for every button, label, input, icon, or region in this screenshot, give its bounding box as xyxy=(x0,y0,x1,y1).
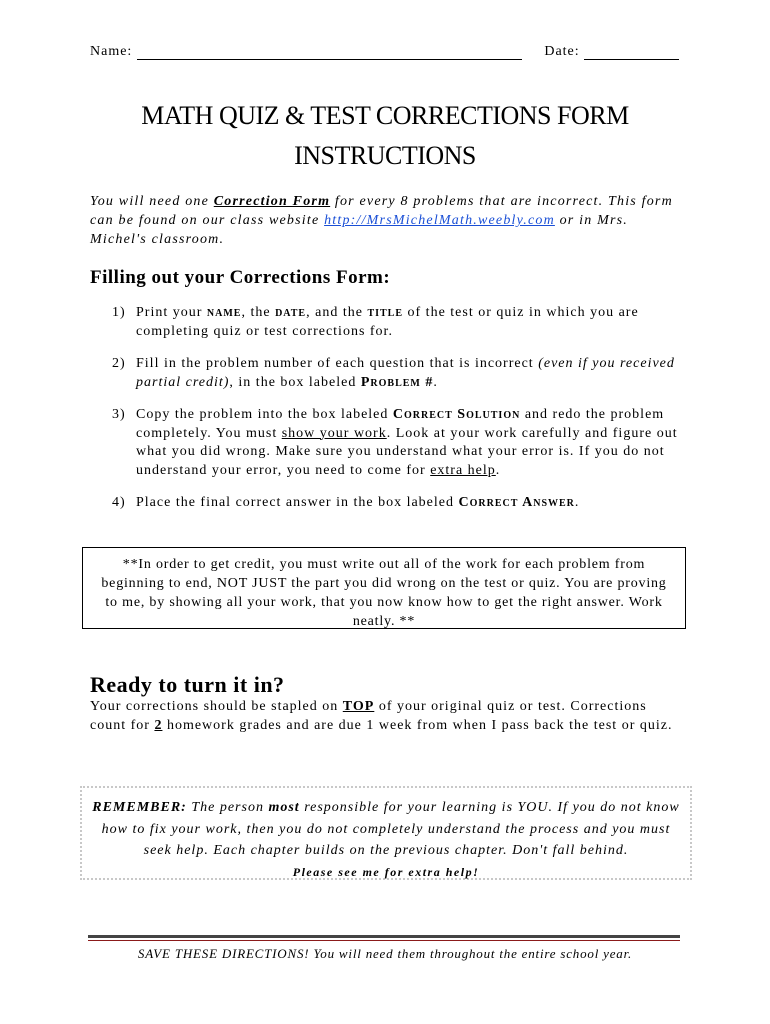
step-underlined-term: show your work xyxy=(281,425,387,441)
step-bold-term: Correct Answer xyxy=(458,495,575,510)
footer-divider-accent xyxy=(88,940,680,941)
title-line-1: MATH QUIZ & TEST CORRECTIONS FORM xyxy=(141,101,629,130)
remember-body: The person xyxy=(186,800,269,815)
step-text: . Look at your work carefully and figure out what you did wrong. Make sure you understand what your error is. If you do not understand your error, you need to come for xyxy=(136,425,678,478)
step-bold-term: Problem # xyxy=(360,374,434,390)
step-text: , and the xyxy=(306,305,368,320)
remember-box xyxy=(80,786,692,880)
most-emphasis: most xyxy=(268,800,300,815)
footer-divider xyxy=(88,935,680,938)
step-number: 2) xyxy=(112,356,126,371)
title-line-2: INSTRUCTIONS xyxy=(294,141,476,170)
footer-note: SAVE THESE DIRECTIONS! You will need them throughout the entire school year. xyxy=(137,946,633,961)
step-text: Print your xyxy=(136,305,207,320)
remember-body: responsible for your learning is YOU. If you do not know how to fix your work, then you do not completely understand the process and you must seek help. Each chapter builds on the previous chapter. Don't fall behind. xyxy=(101,800,680,858)
ready-text: Your corrections should be stapled on xyxy=(90,699,343,714)
step-text: . xyxy=(495,462,501,478)
intro-text-2: for every 8 problems that are incorrect. This form can be found on our class website xyxy=(90,194,673,228)
step-text: and redo the problem completely. You must xyxy=(136,407,665,441)
step-item-2 xyxy=(90,355,680,392)
step-text: of the test or quiz in which you are completing quiz or test corrections for. xyxy=(136,305,639,339)
name-label: Name: xyxy=(90,44,133,59)
step-number: 1) xyxy=(112,305,126,320)
step-text: Place the final correct answer in the box labeled xyxy=(136,495,459,510)
date-label: Date: xyxy=(544,44,580,59)
ready-text: of your original quiz or test. Corrections count for xyxy=(90,699,647,733)
ready-text: homework grades and are due 1 week from when I pass back the test or quiz. xyxy=(162,718,673,733)
filling-out-heading: Filling out your Corrections Form: xyxy=(90,267,391,288)
step-text: . xyxy=(574,495,580,510)
remember-label: REMEMBER: xyxy=(92,800,187,815)
date-blank-line[interactable] xyxy=(584,45,679,60)
intro-text-3: or in Mrs. Michel's classroom. xyxy=(90,213,628,247)
step-text: , the xyxy=(241,305,276,320)
credit-notice-box: **In order to get credit, you must write out all of the work for each problem from beginning to end, NOT JUST the part you did wrong on the test or quiz. You are proving to me, by showing all your work, that you now know how to get the right answer. Work neatly. ** xyxy=(82,547,686,629)
instruction-steps xyxy=(90,304,680,527)
step-item-4 xyxy=(90,494,680,513)
step-bold-term: date xyxy=(275,305,307,320)
remember-text xyxy=(88,797,684,862)
step-item-1 xyxy=(90,304,680,341)
ready-paragraph xyxy=(90,697,680,735)
step-underlined-term: extra help xyxy=(430,462,496,478)
step-number: 3) xyxy=(112,407,126,422)
step-text: Copy the problem into the box labeled xyxy=(136,407,393,422)
page-title xyxy=(60,96,710,176)
step-italic-note: (even if you received partial credit) xyxy=(136,356,675,390)
step-bold-term: Correct Solution xyxy=(392,407,521,422)
step-item-3 xyxy=(90,406,680,480)
name-blank-line[interactable] xyxy=(137,45,522,60)
step-bold-term: title xyxy=(367,305,404,320)
step-text: . xyxy=(433,374,438,390)
header-fields xyxy=(90,44,680,60)
top-emphasis: TOP xyxy=(342,699,375,714)
step-bold-term: name xyxy=(206,305,242,320)
step-text: Fill in the problem number of each question that is incorrect xyxy=(136,356,539,371)
ready-heading: Ready to turn it in? xyxy=(90,672,285,697)
two-emphasis: 2 xyxy=(154,718,163,733)
intro-paragraph xyxy=(90,192,680,249)
correction-form-name: Correction Form xyxy=(213,194,331,209)
intro-text-1: You will need one xyxy=(90,194,214,209)
step-number: 4) xyxy=(112,495,126,510)
step-text: , in the box labeled xyxy=(229,374,361,390)
class-website-link[interactable]: http://MrsMichelMath.weebly.com xyxy=(324,213,555,228)
extra-help-line: Please see me for extra help! xyxy=(292,864,480,879)
